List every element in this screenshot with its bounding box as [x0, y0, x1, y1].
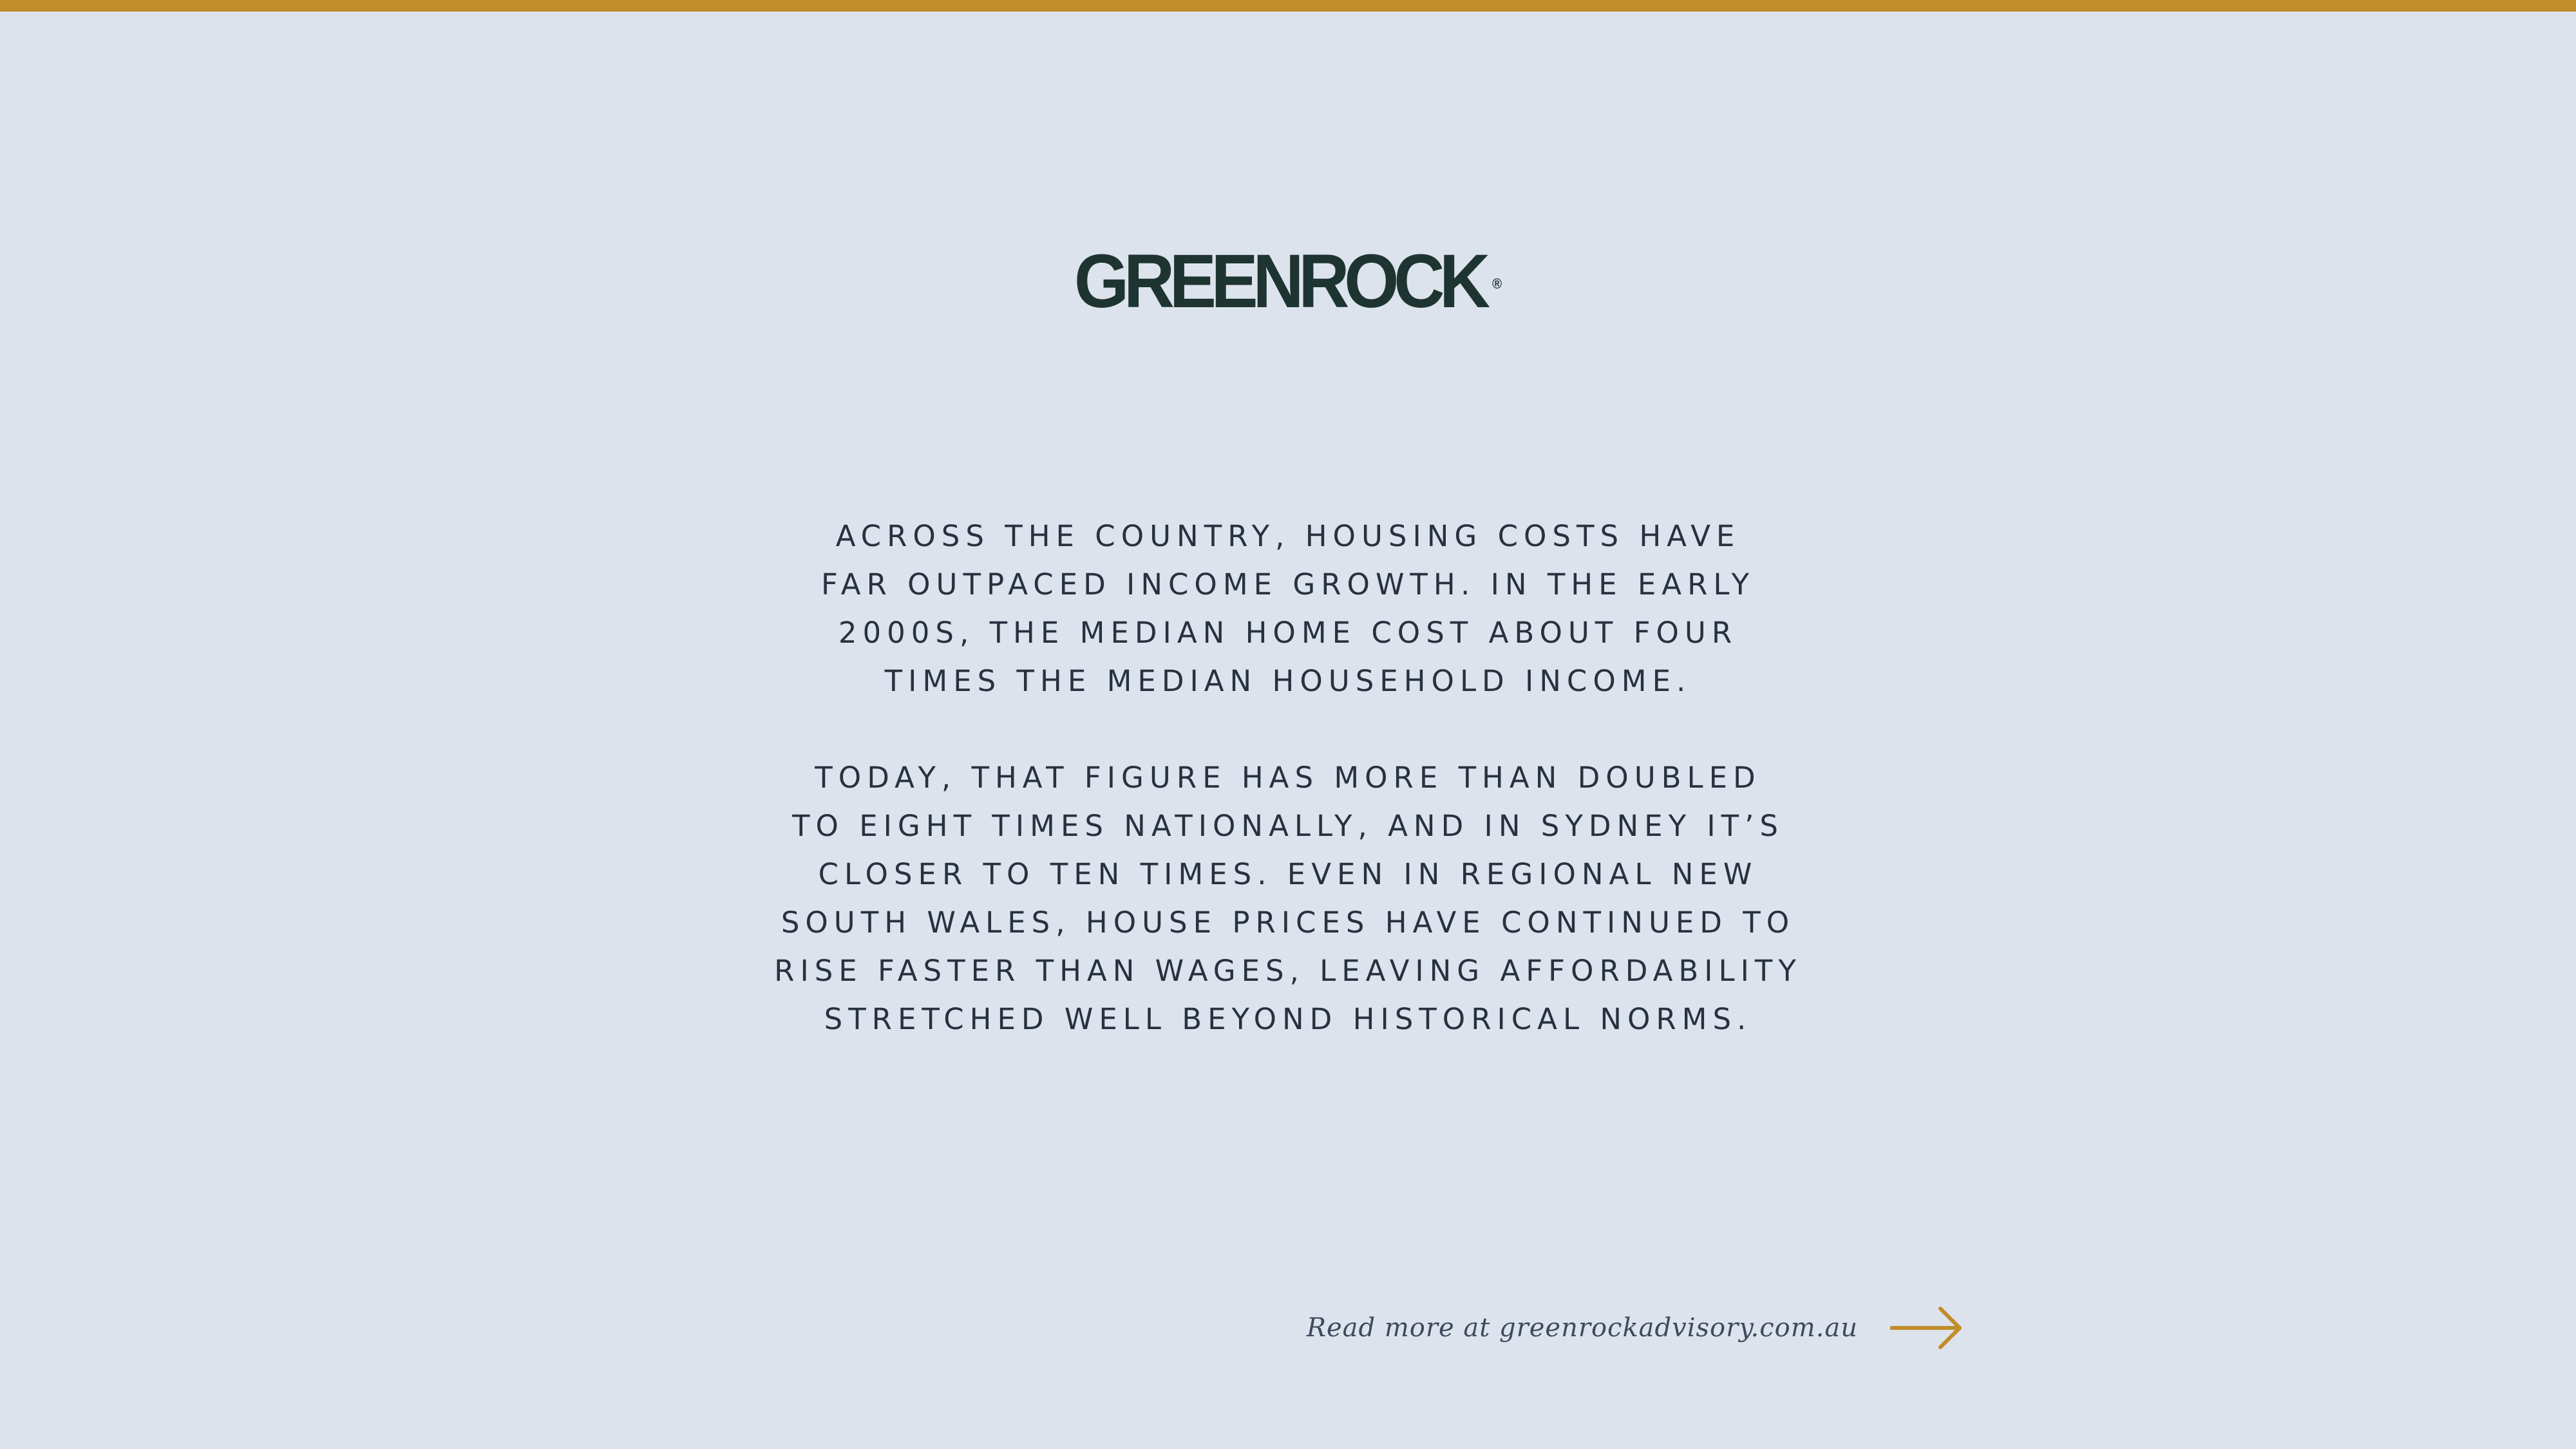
brand-logo [90, 239, 2486, 324]
paragraph-line: ACROSS THE COUNTRY, HOUSING COSTS HAVE [835, 519, 1741, 553]
paragraph-2 [580, 753, 1996, 1043]
top-accent-bar [0, 0, 2576, 12]
paragraph-line: STRETCHED WELL BEYOND HISTORICAL NORMS. [824, 1002, 1752, 1036]
paragraph-line: CLOSER TO TEN TIMES. EVEN IN REGIONAL NEW [818, 857, 1758, 891]
paragraph-line: TIMES THE MEDIAN HOUSEHOLD INCOME. [884, 664, 1692, 698]
arrow-right-icon [1890, 1305, 1964, 1350]
paragraph-line: 2000S, THE MEDIAN HOME COST ABOUT FOUR [838, 616, 1738, 650]
paragraph-line: RISE FASTER THAN WAGES, LEAVING AFFORDABILITY [774, 954, 1802, 988]
read-more-link[interactable] [1224, 1302, 1964, 1354]
paragraph-line: TO EIGHT TIMES NATIONALLY, AND IN SYDNEY IT’S [792, 809, 1784, 843]
paragraph-line: SOUTH WALES, HOUSE PRICES HAVE CONTINUED TO [781, 905, 1795, 940]
read-more-text: Read more at greenrockadvisory.com.au [1306, 1313, 1858, 1343]
logo-wordmark: GREENROCK [1074, 239, 1485, 324]
paragraph-line: TODAY, THAT FIGURE HAS MORE THAN DOUBLED [815, 761, 1761, 795]
body-copy [580, 512, 1996, 1043]
registered-mark: ® [1492, 276, 1502, 292]
paragraph-line: FAR OUTPACED INCOME GROWTH. IN THE EARLY [821, 567, 1755, 601]
paragraph-1 [580, 512, 1996, 705]
